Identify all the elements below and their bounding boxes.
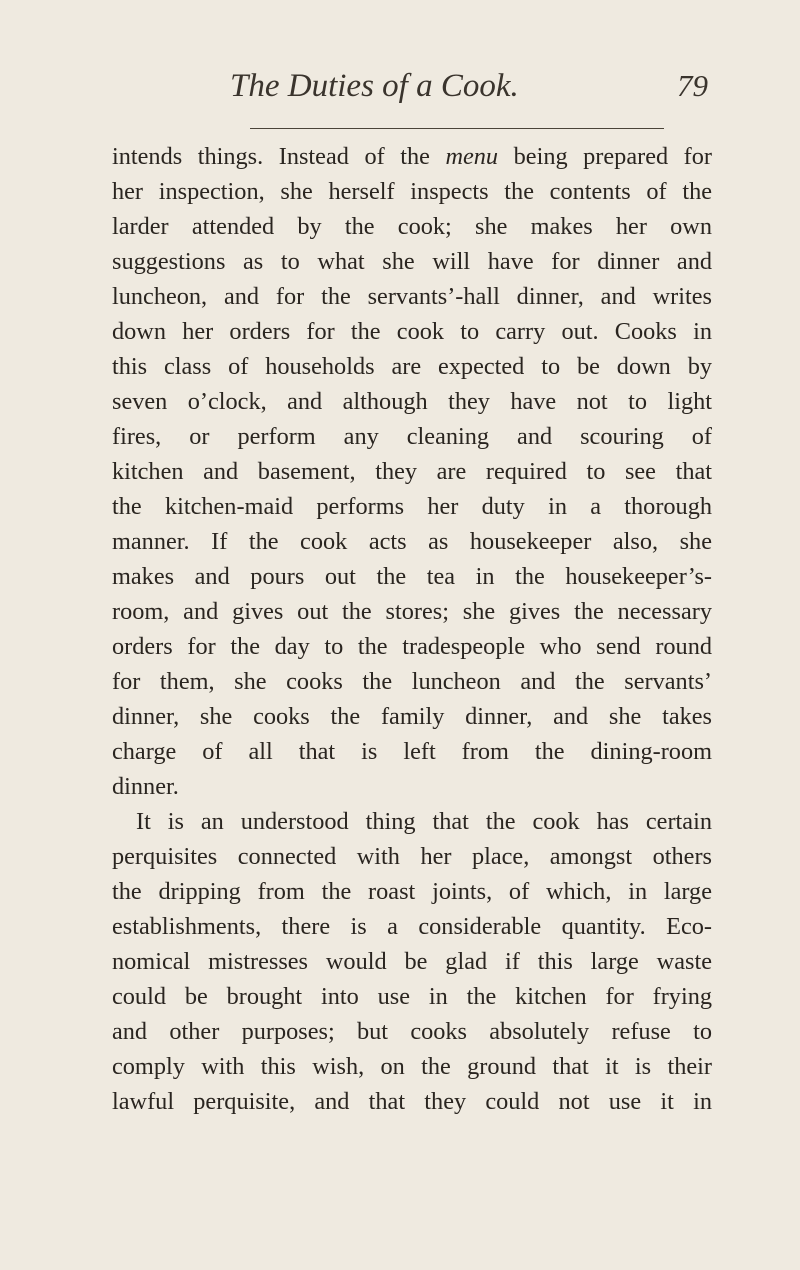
page-number: 79 <box>677 68 708 103</box>
text-line: for them, she cooks the luncheon and the servants’ <box>112 668 712 695</box>
text-line: could be brought into use in the kitchen for frying <box>112 983 712 1010</box>
text-line: perquisites connected with her place, amongst others <box>112 843 712 870</box>
page-header <box>112 68 712 116</box>
text-line: charge of all that is left from the dining-room <box>112 738 712 765</box>
text-line: room, and gives out the stores; she gives the necessary <box>112 598 712 625</box>
italic-word: menu <box>445 143 499 170</box>
text-line: manner. If the cook acts as housekeeper also, she <box>112 528 712 555</box>
paragraph-start-line: It is an understood thing that the cook has certain <box>136 808 712 835</box>
text-line: larder attended by the cook; she makes her own <box>112 213 712 240</box>
text-line: fires, or perform any cleaning and scouring of <box>112 423 712 450</box>
text-line: dinner, she cooks the family dinner, and she takes <box>112 703 712 730</box>
header-rule <box>250 128 664 129</box>
text-line: nomical mistresses would be glad if this large waste <box>112 948 712 975</box>
text-line: down her orders for the cook to carry out. Cooks in <box>112 318 712 345</box>
text-line: her inspection, she herself inspects the contents of the <box>112 178 712 205</box>
body-text <box>112 139 712 1119</box>
text-line: orders for the day to the tradespeople who send round <box>112 633 712 660</box>
text-line: seven o’clock, and although they have not to light <box>112 388 712 415</box>
text-line: this class of households are expected to be down by <box>112 353 712 380</box>
paragraph-end-line: dinner. <box>112 773 179 800</box>
text-line: makes and pours out the tea in the housekeeper’s- <box>112 563 712 590</box>
text-line: intends things. Instead of the menu being prepared for <box>112 143 713 170</box>
text-line: lawful perquisite, and that they could not use it in <box>112 1088 712 1115</box>
text-line: establishments, there is a considerable quantity. Eco- <box>112 913 712 940</box>
text-line: and other purposes; but cooks absolutely refuse to <box>112 1018 712 1045</box>
text-line: the dripping from the roast joints, of which, in large <box>112 878 712 905</box>
text-line: the kitchen-maid performs her duty in a thorough <box>112 493 712 520</box>
text-line: luncheon, and for the servants’-hall dinner, and writes <box>112 283 712 310</box>
text-line: kitchen and basement, they are required to see that <box>112 458 712 485</box>
text-line: comply with this wish, on the ground that it is their <box>112 1053 712 1080</box>
text-line: suggestions as to what she will have for dinner and <box>112 248 712 275</box>
running-title: The Duties of a Cook. <box>230 68 519 104</box>
